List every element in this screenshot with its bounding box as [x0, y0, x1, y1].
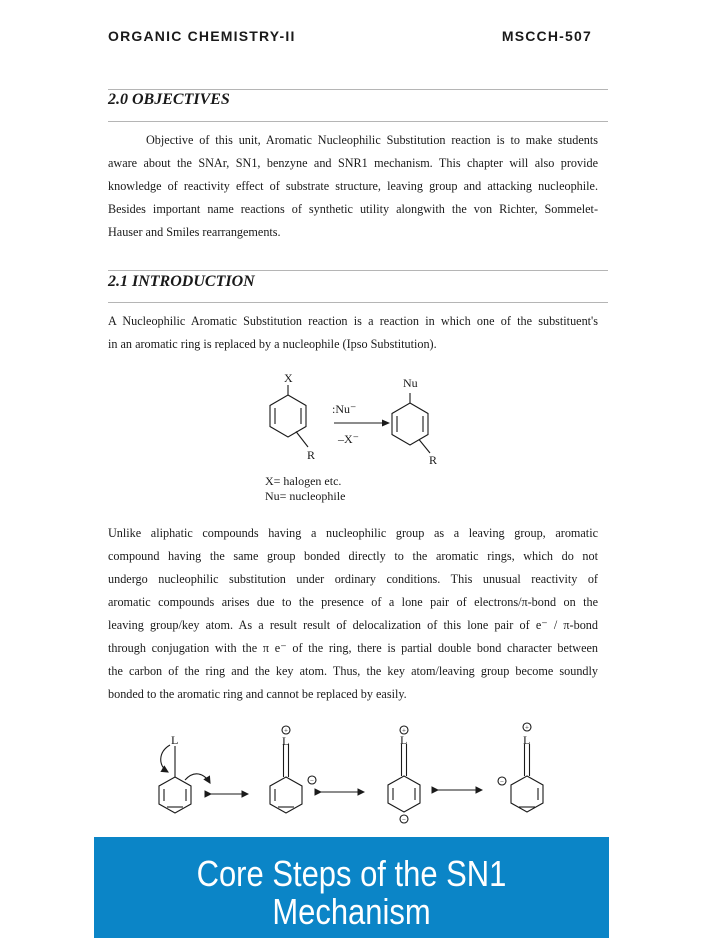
- minus-sign: −: [500, 777, 504, 786]
- leaving-group-l-label: L: [523, 733, 531, 747]
- plus-sign: +: [284, 726, 288, 735]
- objectives-line: knowledge of reactivity effect of substrate structure, leaving group and attacking nucleophile.: [108, 179, 598, 193]
- body-line: through conjugation with the π e⁻ of the ring, there is partial double bond character between: [108, 641, 598, 655]
- curved-arrow: [185, 774, 210, 783]
- minus-sign: −: [402, 815, 406, 824]
- body-line: the carbon of the ring and the key atom. Thus, the key atom/leaving group become soundly: [108, 664, 598, 678]
- substituent-x-label: X: [284, 371, 293, 385]
- body-line: compound having the same group bonded directly to the aromatic rings, which do not: [108, 549, 598, 563]
- resonance-structures-scheme: [148, 718, 568, 830]
- objectives-line: aware about the SNAr, SN1, benzyne and SNR1 mechanism. This chapter will also provide: [108, 156, 598, 170]
- introduction-paragraph: [108, 310, 598, 356]
- curved-arrow: [161, 745, 170, 772]
- plus-sign: +: [525, 723, 529, 732]
- objectives-heading: 2.0 OBJECTIVES: [108, 91, 230, 108]
- body-line: leaving group/key atom. As a result result of delocalization of this lone pair of e⁻ / π-bond: [108, 618, 598, 632]
- running-header-left: ORGANIC CHEMISTRY-II: [108, 28, 296, 44]
- legend-nucleophile: Nu= nucleophile: [265, 489, 346, 503]
- objectives-paragraph: [108, 129, 598, 244]
- body-paragraph: [108, 522, 598, 706]
- running-header-right: MSCCH-507: [501, 28, 592, 44]
- section-rule-top: [108, 89, 608, 90]
- objectives-line: Besides important name reactions of synthetic utility alongwith the von Richter, Sommelet-: [108, 202, 598, 216]
- section-rule-bottom: [108, 302, 608, 303]
- plus-sign: +: [402, 726, 406, 735]
- section-rule-bottom: [108, 121, 608, 122]
- title-banner: [94, 837, 609, 938]
- legend-halogen: X= halogen etc.: [265, 474, 342, 488]
- bond-line: [419, 440, 430, 454]
- introduction-heading: 2.1 INTRODUCTION: [108, 273, 255, 290]
- leaving-group-l-label: L: [171, 733, 179, 747]
- minus-sign: −: [310, 776, 314, 785]
- leaving-group-l-label: L: [400, 733, 408, 747]
- r-group-label: R: [307, 448, 316, 462]
- r-group-label: R: [429, 453, 438, 467]
- objectives-line: Hauser and Smiles rearrangements.: [108, 225, 281, 239]
- nucleophile-label: Nu: [403, 376, 418, 390]
- body-line: Unlike aliphatic compounds having a nucleophilic group as a leaving group, aromatic: [108, 526, 598, 540]
- banner-title: Core Steps of the SN1 Mechanism: [196, 853, 507, 932]
- objectives-line: Objective of this unit, Aromatic Nucleophilic Substitution reaction is to make students: [146, 133, 598, 147]
- body-line: aromatic compounds arises due to the presence of a lone pair of electrons/π-bond on the: [108, 595, 598, 609]
- leaving-group-label: –X⁻: [338, 432, 359, 446]
- introduction-line: in an aromatic ring is replaced by a nucleophile (Ipso Substitution).: [108, 337, 437, 351]
- body-line: undergo nucleophilic substitution under ordinary conditions. This unusual reactivity of: [108, 572, 598, 586]
- introduction-line: A Nucleophilic Aromatic Substitution reaction is a reaction in which one of the substituent's: [108, 314, 598, 328]
- reagent-label: :Nu⁻: [332, 402, 357, 416]
- section-rule-top: [108, 270, 608, 271]
- bond-line: [296, 432, 308, 448]
- body-line: bonded to the aromatic ring and cannot be replaced by easily.: [108, 687, 407, 701]
- ipso-substitution-scheme: [240, 368, 480, 513]
- leaving-group-l-label: L: [282, 734, 290, 748]
